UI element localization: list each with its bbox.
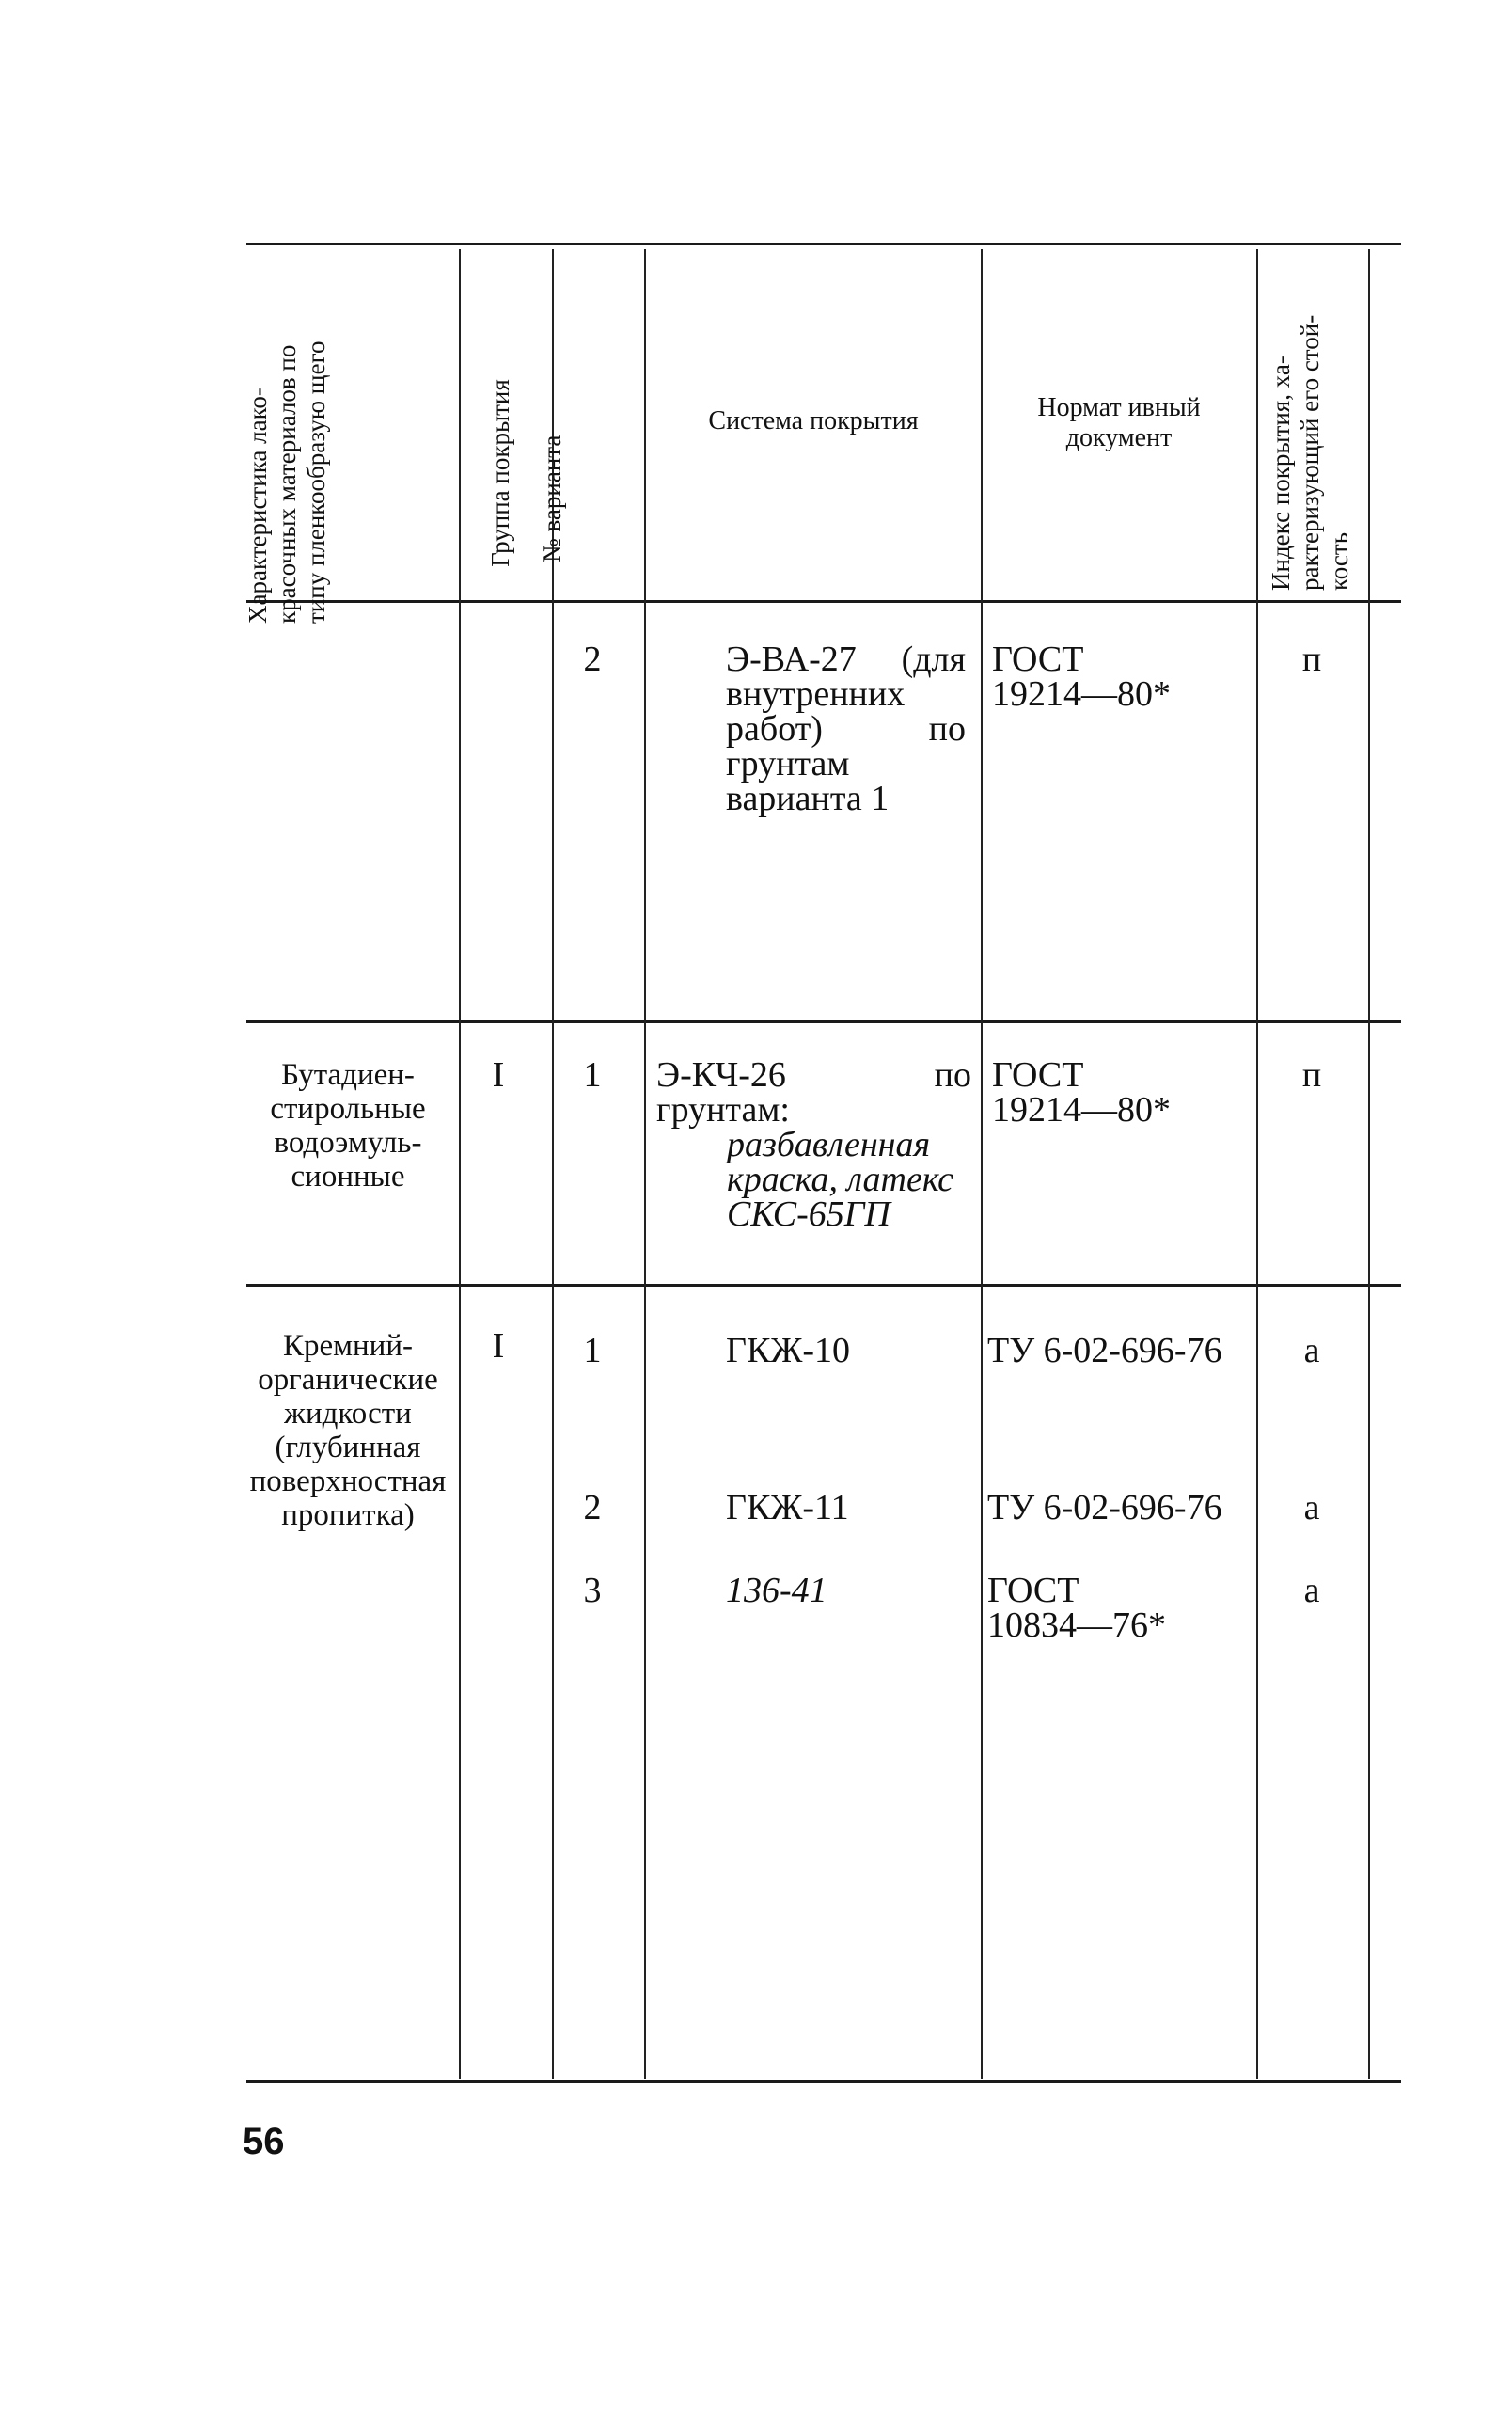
table-bottom-rule	[246, 2080, 1401, 2083]
header-variant: № варианта	[538, 435, 566, 562]
normative-document: ТУ 6-02-696-76	[987, 1488, 1222, 1527]
column-divider	[981, 249, 983, 2079]
coating-group: I	[492, 1326, 505, 1366]
coating-index: п	[1301, 1055, 1322, 1095]
coating-system-line: Э-КЧ-26 по грунтам:	[656, 1055, 971, 1130]
normative-document: ТУ 6-02-696-76	[987, 1331, 1222, 1370]
document-line: ГОСТ	[987, 1571, 1079, 1610]
header-index: Индекс покрытия, ха-рактеризующий его стой-кость	[1267, 314, 1353, 591]
coating-index: а	[1303, 1331, 1320, 1370]
document-line: 10834—76*	[987, 1605, 1166, 1645]
coating-index: а	[1303, 1571, 1320, 1610]
variant-number: 1	[583, 1055, 602, 1095]
coating-system: ГКЖ-11	[726, 1488, 849, 1527]
normative-document	[992, 1055, 1246, 1130]
normative-document	[992, 642, 1246, 712]
normative-document	[987, 1571, 1255, 1645]
section-divider	[246, 1284, 1401, 1287]
coating-system-line: разбавленная краска, латекс СКС-65ГП	[727, 1125, 954, 1234]
coating-system: 136-41	[726, 1571, 827, 1610]
coating-group: I	[492, 1055, 505, 1095]
table-top-rule	[246, 243, 1401, 245]
coating-system: ГКЖ-10	[726, 1331, 851, 1370]
column-divider	[459, 249, 461, 2079]
coating-system: Э-ВА-27 (для внутренних работ) по грунтам варианта 1	[726, 640, 966, 818]
document-line: ГОСТ	[992, 640, 1084, 679]
variant-number: 3	[583, 1571, 602, 1610]
column-divider	[644, 249, 646, 2079]
header-group: Группа покрытия	[486, 379, 514, 567]
page-number: 56	[243, 2121, 285, 2162]
coating-index: а	[1303, 1488, 1320, 1527]
material-characteristic: Кремний-органические жидкости (глубинная поверхностная пропитка)	[249, 1329, 447, 1532]
coating-index: п	[1301, 640, 1322, 679]
document-line: 19214—80*	[992, 674, 1171, 714]
section-divider	[246, 1020, 1401, 1023]
material-characteristic: Бутадиен-стирольные водоэмуль-сионные	[270, 1058, 426, 1194]
variant-number: 1	[583, 1331, 602, 1370]
header-document: Нормат ивный документ	[1037, 393, 1201, 452]
header-system: Система покрытия	[708, 406, 919, 435]
variant-number: 2	[583, 640, 602, 679]
header-bottom-rule	[246, 600, 1401, 603]
variant-number: 2	[583, 1488, 602, 1527]
coating-system	[656, 1055, 971, 1234]
document-line: ГОСТ	[992, 1055, 1084, 1095]
document-line: 19214—80*	[992, 1090, 1171, 1130]
column-divider	[1256, 249, 1258, 2079]
header-characteristic: Характеристика лако-красочных материалов по типу пленкообразую щего	[244, 340, 330, 624]
column-divider	[1368, 249, 1370, 2079]
